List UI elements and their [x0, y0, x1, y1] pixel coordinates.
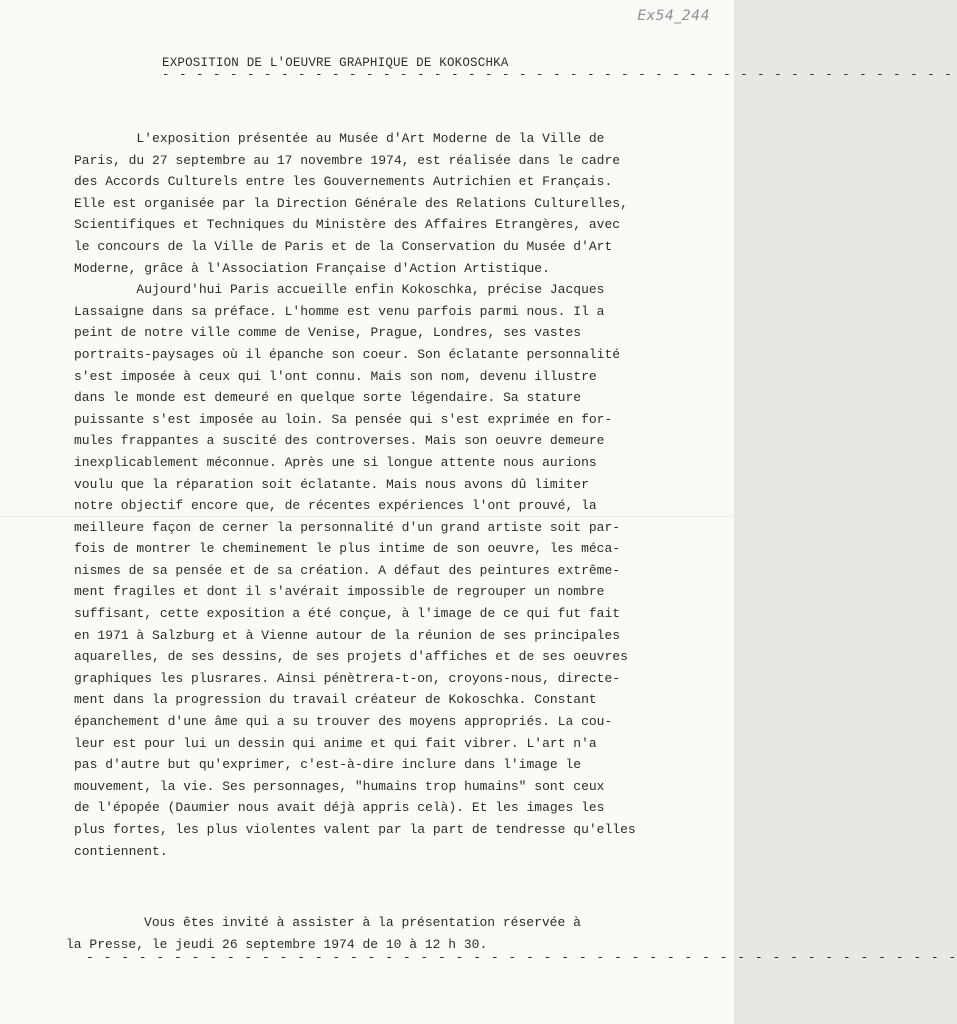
- body-line: mouvement, la vie. Ses personnages, "humains trop humains" sont ceux: [74, 778, 605, 794]
- invitation-line: la Presse, le jeudi 26 septembre 1974 de 10 à 12 h 30.: [66, 937, 488, 952]
- body-line: Moderne, grâce à l'Association Française d'Action Artistique.: [74, 260, 550, 276]
- body-line: s'est imposée à ceux qui l'ont connu. Mais son nom, devenu illustre: [74, 368, 597, 384]
- body-line: inexplicablement méconnue. Après une si longue attente nous aurions: [74, 454, 597, 470]
- body-line: Elle est organisée par la Direction Générale des Relations Culturelles,: [74, 195, 628, 211]
- document-title: EXPOSITION DE L'OEUVRE GRAPHIQUE DE KOKOSCHKA: [162, 56, 509, 70]
- body-line: L'exposition présentée au Musée d'Art Moderne de la Ville de: [74, 131, 605, 146]
- body-line: notre objectif encore que, de récentes expériences l'ont prouvé, la: [74, 498, 597, 514]
- title-underline: - - - - - - - - - - - - - - - - - - - - - - - - - - - - - - - - - - - - - - - - - - - - - - -: [162, 68, 953, 82]
- body-line: aquarelles, de ses dessins, de ses projets d'affiches et de ses oeuvres: [74, 649, 628, 665]
- body-line: mules frappantes a suscité des controverses. Mais son oeuvre demeure: [74, 433, 605, 449]
- body-line: leur est pour lui un dessin qui anime et qui fait vibrer. L'art n'a: [74, 735, 597, 751]
- body-line: de l'épopée (Daumier nous avait déjà appris celà). Et les images les: [74, 800, 605, 816]
- body-line: suffisant, cette exposition a été conçue, à l'image de ce qui fut fait: [74, 606, 621, 622]
- body-line: portraits-paysages où il épanche son coeur. Son éclatante personnalité: [74, 346, 621, 362]
- body-line: ment dans la progression du travail créateur de Kokoschka. Constant: [74, 692, 597, 708]
- body-line: plus fortes, les plus violentes valent par la part de tendresse qu'elles: [74, 822, 636, 837]
- body-line: dans le monde est demeuré en quelque sorte légendaire. Sa stature: [74, 390, 582, 406]
- body-line: fois de montrer le cheminement le plus intime de son oeuvre, les méca-: [74, 541, 621, 557]
- body-line: voulu que la réparation soit éclatante. Mais nous avons dû limiter: [74, 476, 589, 492]
- invitation-line: Vous êtes invité à assister à la présentation réservée à: [66, 915, 581, 930]
- body-line: en 1971 à Salzburg et à Vienne autour de la réunion de ses principales: [74, 627, 621, 643]
- body-line: Scientifiques et Techniques du Ministère des Affaires Etrangères, avec: [74, 217, 621, 233]
- archive-reference-note: Ex54_244: [637, 8, 710, 24]
- body-line: meilleure façon de cerner la personnalité d'un grand artiste soit par-: [74, 519, 621, 535]
- body-line: graphiques les plusrares. Ainsi pénètrera-t-on, croyons-nous, directe-: [74, 670, 621, 686]
- body-text: [74, 128, 714, 862]
- body-line: pas d'autre but qu'exprimer, c'est-à-dire inclure dans l'image le: [74, 757, 582, 773]
- body-line: nismes de sa pensée et de sa création. A défaut des peintures extrême-: [74, 562, 621, 578]
- body-line: ment fragiles et dont il s'avérait impossible de regrouper un nombre: [74, 584, 605, 600]
- body-line: contiennent.: [74, 843, 168, 859]
- body-line: Aujourd'hui Paris accueille enfin Kokoschka, précise Jacques: [74, 282, 605, 298]
- body-line: peint de notre ville comme de Venise, Prague, Londres, ses vastes: [74, 325, 582, 341]
- body-line: puissante s'est imposée au loin. Sa pensée qui s'est exprimée en for-: [74, 411, 613, 427]
- body-line: Lassaigne dans sa préface. L'homme est venu parfois parmi nous. Il a: [74, 303, 605, 319]
- body-line: épanchement d'une âme qui a su trouver des moyens appropriés. La cou-: [74, 714, 613, 730]
- invitation-underline: - - - - - - - - - - - - - - - - - - - - - - - - - - - - - - - - - - - - - - - - - - - - - - - - - -: [86, 950, 957, 965]
- body-line: des Accords Culturels entre les Gouvernements Autrichien et Français.: [74, 174, 613, 190]
- body-line: le concours de la Ville de Paris et de la Conservation du Musée d'Art: [74, 238, 613, 254]
- body-line: Paris, du 27 septembre au 17 novembre 1974, est réalisée dans le cadre: [74, 152, 621, 168]
